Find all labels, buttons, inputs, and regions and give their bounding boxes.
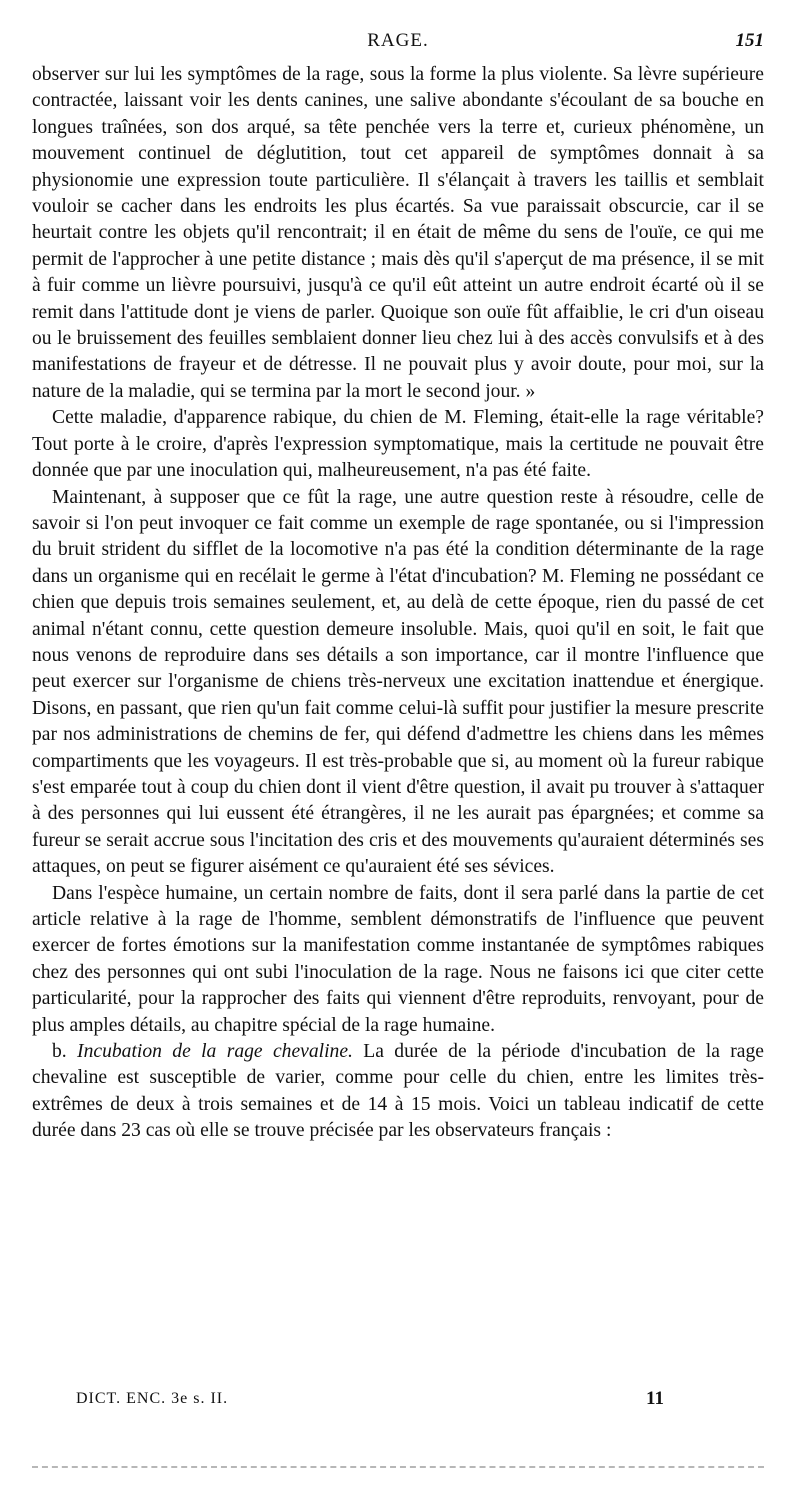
printer-signature: DICT. ENC. 3e s. II.: [76, 1390, 229, 1407]
page-number: 151: [735, 30, 764, 51]
running-title: RAGE.: [367, 30, 429, 51]
paragraph-spontaneous-rage: Maintenant, à supposer que ce fût la rage, une autre question reste à résoudre, celle de savoir si l'on peut invoquer ce fait comme un exemple de rage spontanée, ou si l'impression du bruit strident du sifflet de la locomotive n'a pas été la condition déterminante de la rage dans un organisme qui en recélait le germe à l'état d'incubation? M. Fleming ne possédant ce chien que depuis trois semaines seulement, et, au delà de cette époque, rien du passé de cet animal n'étant connu, cette question demeure insoluble. Mais, quoi qu'il en soit, le fait que nous venons de reproduire dans ses détails a son importance, car il montre l'influence que peut exercer sur l'organisme de chiens très-nerveux une excitation inattendue et énergique. Disons, en passant, que rien qu'un fait comme celui-là suffit pour justifier la mesure prescrite par nos administrations de chemins de fer, qui défend d'admettre les chiens dans les mêmes compartiments que les voyageurs. Il est très-probable que si, au moment où la fureur rabique s'est emparée tout à coup du chien dont il vient d'être question, il avait pu trouver à s'attaquer à des personnes qui lui eussent été étrangères, il ne les aurait pas épargnées; et comme sa fureur se serait accrue sous l'incitation des cris et des mouvements qu'auraient déterminés ses attaques, on peut se figurer aisément ce qu'auraient été ses sévices.: [32, 486, 764, 878]
section-b-text: La durée de la période d'incubation de la rage chevaline est susceptible de varier, comme pour celle du chien, entre les limites très-extrêmes de deux à trois semaines et de 14 à 15 mois. Voici un tableau indicatif de cette durée dans 23 cas où elle se trouve précisée par les observateurs français :: [32, 1041, 764, 1142]
paragraph-continuation: observer sur lui les symptômes de la rage, sous la forme la plus violente. Sa lèvre supérieure contractée, laissant voir les dents canines, une salive abondante s'écoulant de sa bouche en longues traînées, son dos arqué, sa tête penchée vers la terre et, curieux phénomène, un mouvement continuel de déglutition, tout cet appareil de symptômes donnait à sa physionomie une expression toute particulière. Il s'élançait à travers les taillis et semblait vouloir se cacher dans les endroits les plus écartés. Sa vue paraissait obscurcie, car il se heurtait contre les objets qu'il rencontrait; il en était de même du sens de l'ouïe, ce qui me permit de l'approcher à une petite distance ; mais dès qu'il s'aperçut de ma présence, il se mit à fuir comme un lièvre poursuivi, jusqu'à ce qu'il eût atteint un autre endroit écarté où il se remit dans l'attitude dont je viens de parler. Quoique son ouïe fût affaiblie, le cri d'un oiseau ou le bruissement des feuilles semblaient donner lieu chez lui à des accès convulsifs et à des manifestations de frayeur et de détresse. Il ne pouvait plus y avoir doute, pour moi, sur la nature de la maladie, qui se termina par la mort le second jour. »: [32, 64, 764, 402]
page-header: [32, 0, 764, 64]
book-page: [32, 0, 764, 1501]
paragraph-section-b: [32, 1039, 764, 1145]
bottom-dashed-rule: [32, 1466, 764, 1468]
body-text: [32, 62, 764, 1145]
section-b-label: b.: [52, 1041, 67, 1063]
signature-number: 11: [646, 1388, 664, 1409]
paragraph-human-species: Dans l'espèce humaine, un certain nombre de faits, dont il sera parlé dans la partie de cet article relative à la rage de l'homme, semblent démonstratifs de l'influence que peuvent exercer de fortes émotions sur la manifestation comme instantanée de symptômes rabiques chez des personnes qui ont subi l'inoculation de la rage. Nous ne faisons ici que citer cette particularité, pour la rapprocher des faits qui viennent d'être reproduits, renvoyant, pour de plus amples détails, au chapitre spécial de la rage humaine.: [32, 882, 764, 1036]
section-b-title: Incubation de la rage chevaline.: [77, 1041, 353, 1063]
paragraph-fleming-question: Cette maladie, d'apparence rabique, du chien de M. Fleming, était-elle la rage véritable? Tout porte à le croire, d'après l'expression symptomatique, mais la certitude ne pouvait être donnée que par une inoculation qui, malheureusement, n'a pas été faite.: [32, 407, 764, 482]
